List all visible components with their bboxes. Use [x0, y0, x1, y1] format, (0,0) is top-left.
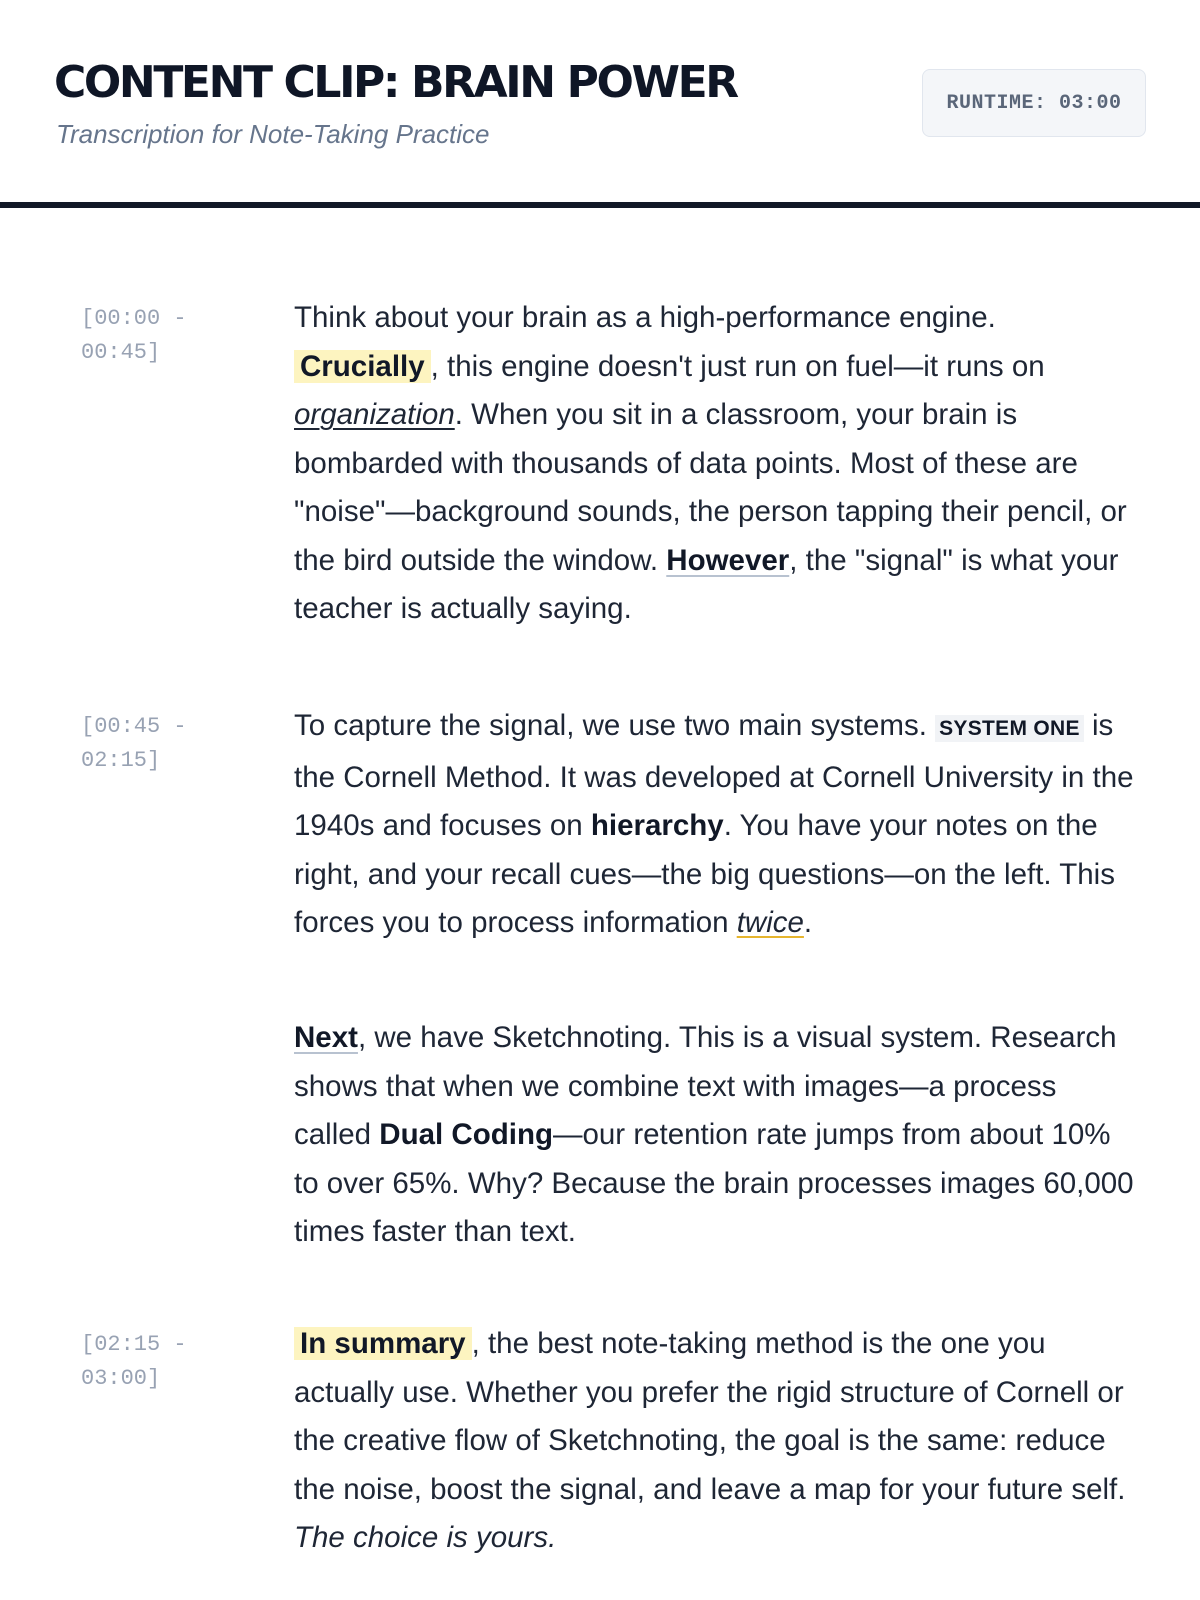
- page-title: CONTENT CLIP: BRAIN POWER: [54, 57, 737, 108]
- text-run: , the "signal" is what your teacher is actually saying.: [294, 543, 1119, 625]
- keyword-however: However: [666, 543, 790, 577]
- label-system-one: SYSTEM ONE: [935, 715, 1084, 742]
- transcript-paragraph: [294, 1014, 1134, 1257]
- transcript-paragraph: [294, 1320, 1134, 1563]
- page-header: [0, 0, 1200, 208]
- page-subtitle: Transcription for Note-Taking Practice: [56, 119, 490, 149]
- highlight-crucially: Crucially: [294, 350, 431, 383]
- segment-timestamp: [00:45 - 02:15]: [81, 714, 187, 773]
- transcript-paragraph: [294, 702, 1134, 948]
- text-run: . You have your notes on the right, and your recall cues—the big questions—on the left. This forces you to process information: [294, 809, 1115, 939]
- segment-timestamp: [00:00 - 00:45]: [81, 306, 187, 365]
- keyword-next: Next: [294, 1021, 358, 1054]
- text-run: .: [803, 906, 813, 939]
- text-run: . When you sit in a classroom, your brain is bombarded with thousands of data points. Most of these are "noise"—background sounds, the person tapping their pencil, or the bird outside the window.: [294, 398, 1127, 577]
- text-run: —our retention rate jumps from about 10% to over 65%. Why? Because the brain processes images 60,000 times faster than text.: [294, 1118, 1134, 1248]
- text-run: , we have Sketchnoting. This is a visual system. Research shows that when we combine text with images—a process called: [294, 1021, 1117, 1151]
- transcript-paragraph: [294, 294, 1134, 634]
- text-run: , this engine doesn't just run on fuel—it runs on: [430, 349, 1045, 383]
- text-run: is the Cornell Method. It was developed at Cornell University in the 1940s and focuses on: [294, 709, 1134, 842]
- emphasis-twice: twice: [736, 906, 804, 939]
- text-run: To capture the signal, we use two main systems.: [294, 709, 936, 742]
- emphasis-organization: organization: [294, 398, 455, 431]
- highlight-in-summary: In summary: [294, 1327, 472, 1360]
- segment-timestamp: [02:15 - 03:00]: [81, 1332, 187, 1391]
- runtime-badge: RUNTIME: 03:00: [922, 69, 1146, 137]
- text-run: , the best note-taking method is the one you actually use. Whether you prefer the rigid structure of Cornell or the creative flow of Sketchnoting, the goal is the same: reduce the noise, boost the signal, and leave a map for your future self.: [294, 1327, 1126, 1506]
- keyword-hierarchy: hierarchy: [590, 809, 724, 842]
- closing-line: The choice is yours.: [294, 1521, 557, 1554]
- text-run: Think about your brain as a high-performance engine.: [294, 301, 996, 334]
- keyword-dual-coding: Dual Coding: [379, 1118, 553, 1151]
